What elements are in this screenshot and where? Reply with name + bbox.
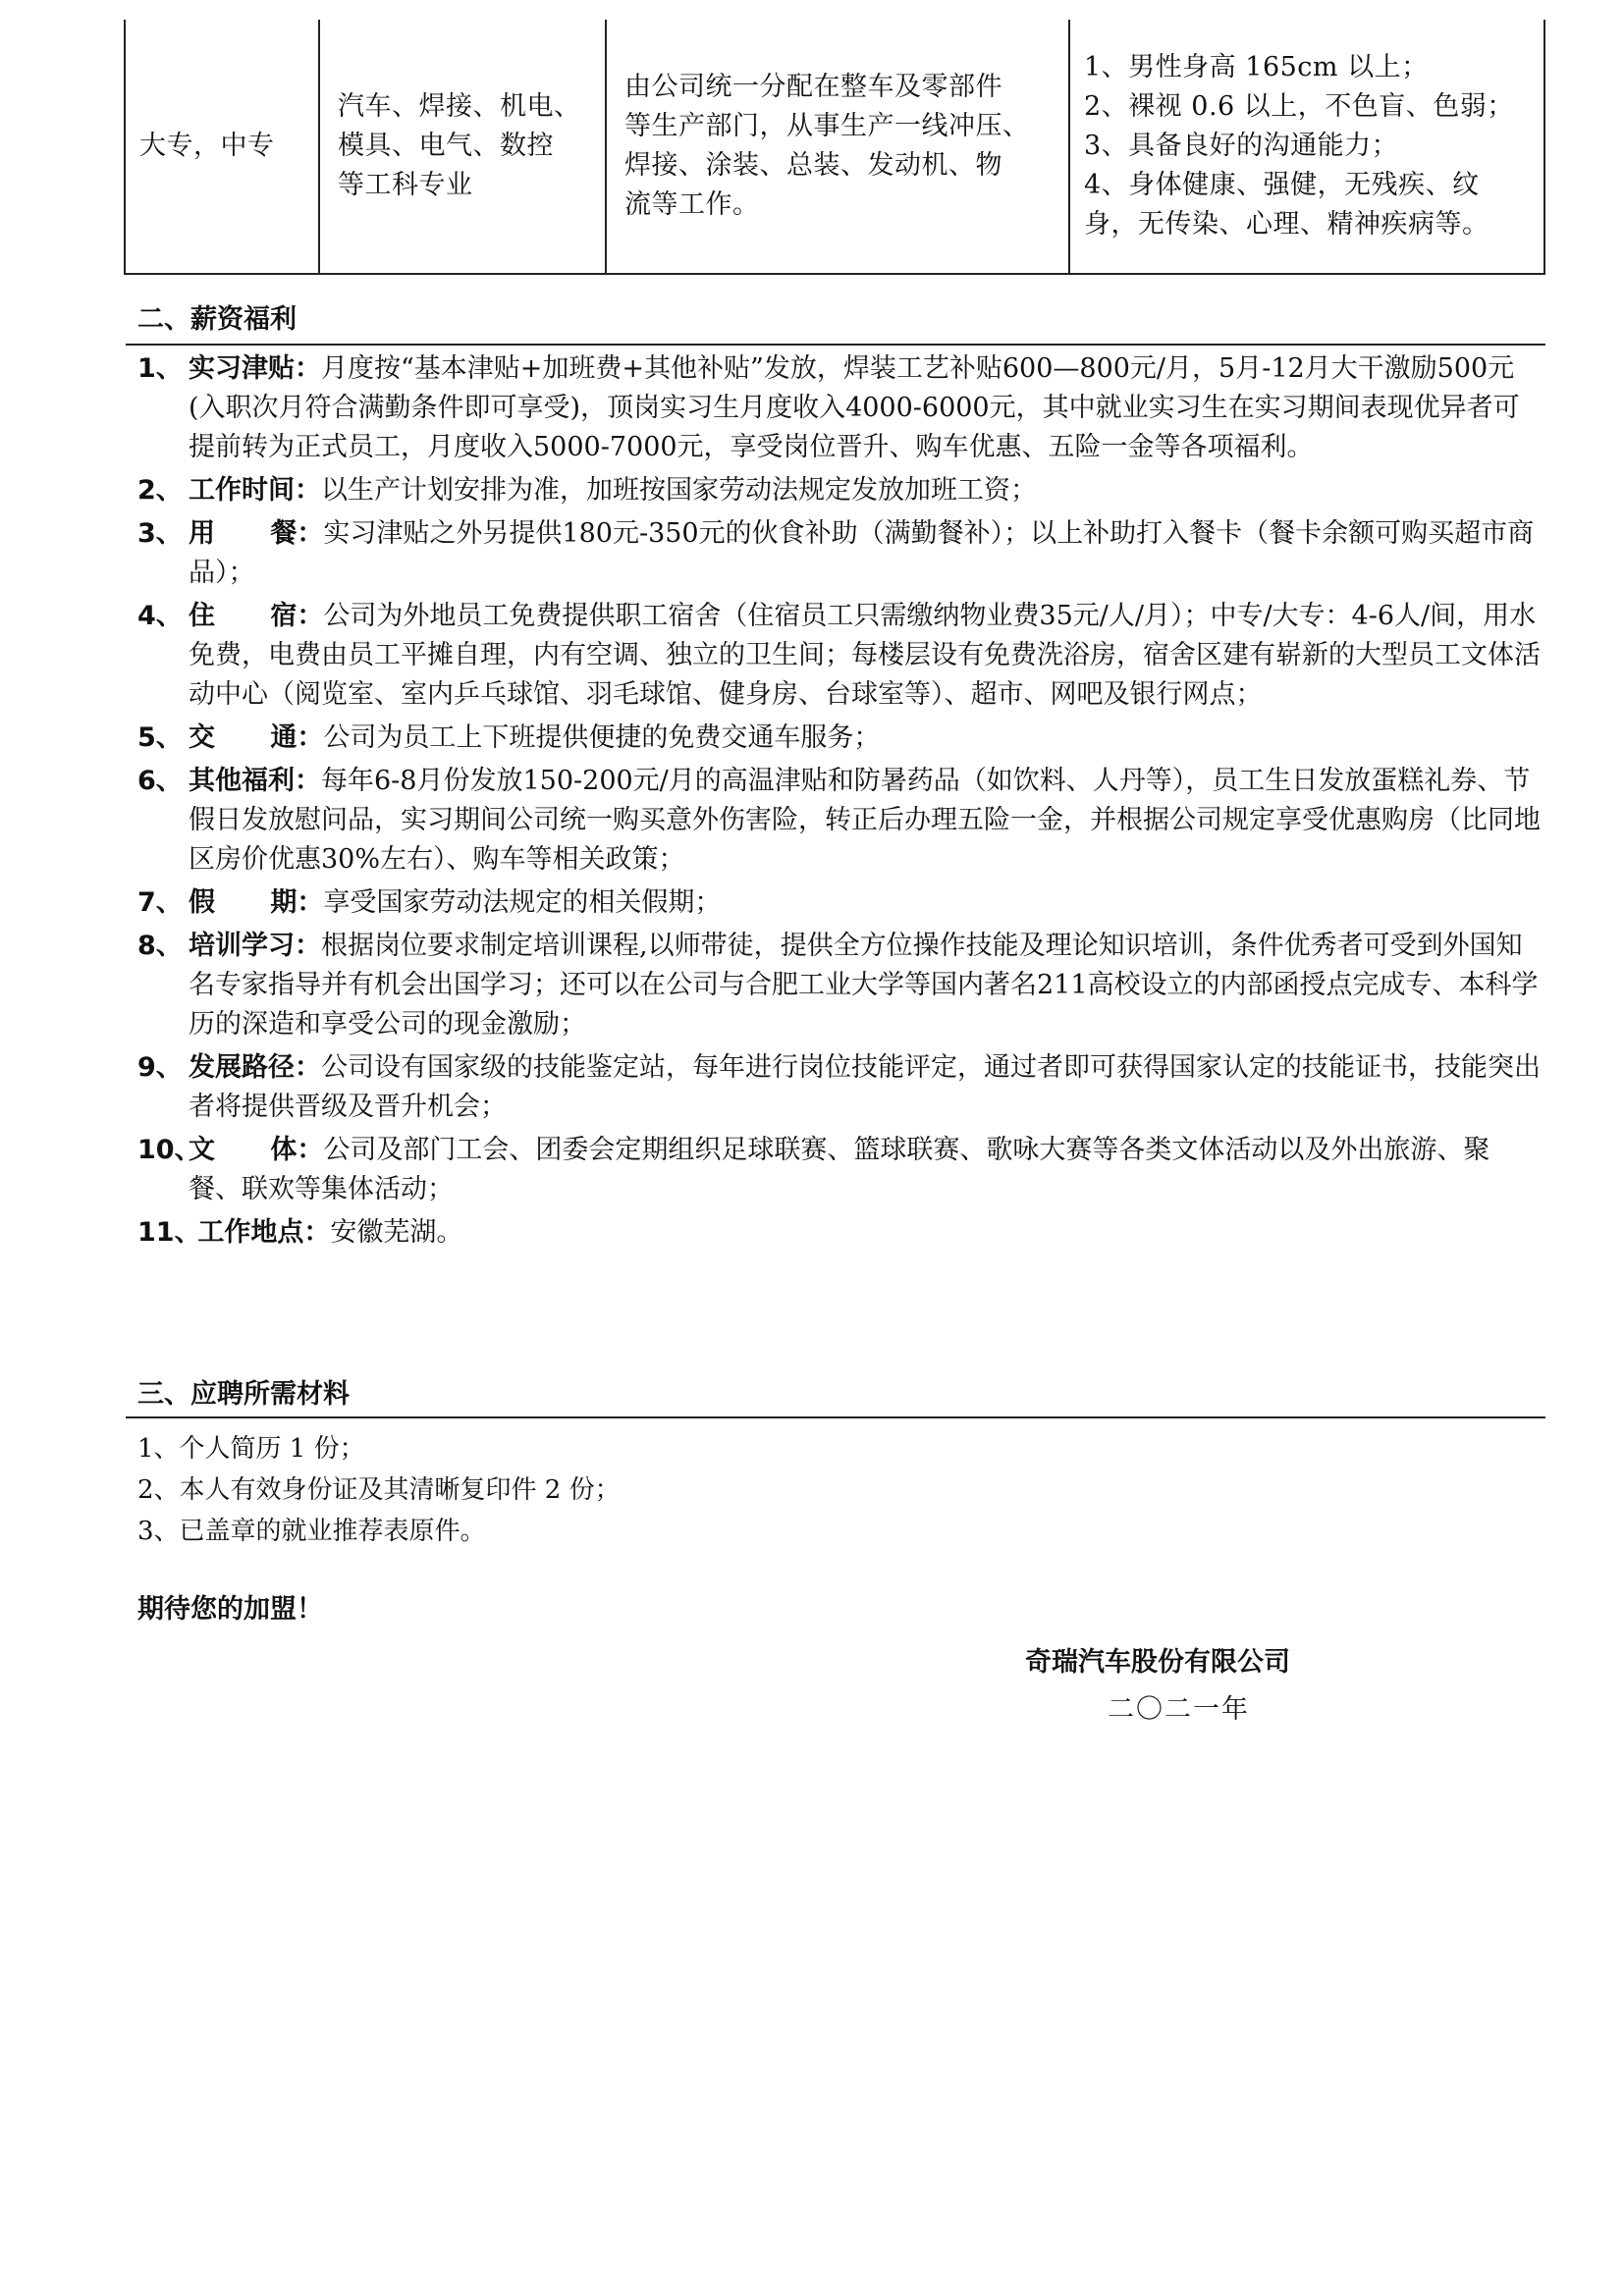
item-text: 公司为外地员工免费提供职工宿舍（住宿员工只需缴纳物业费35元/人/月）；中专/大专：4-6人/间，用水免费，电费由员工平摊自理，内有空调、独立的卫生间；每楼层设有免费洗浴房，宿舍区建有崭新的大型员工文体活动中心（阅览室、室内乒乓球馆、羽毛球馆、健身房、台球室等）、超市、网吧及银行网点；	[189, 601, 1541, 710]
requirement-line: 1、男性身高 165cm 以上；	[1084, 52, 1429, 82]
list-item: 1、个人简历 1 份；	[137, 1434, 365, 1464]
closing-text: 期待您的加盟！	[137, 1594, 323, 1625]
duties-line: 等生产部门，从事生产一线冲压、	[624, 111, 1030, 141]
item-number: 5、	[137, 722, 183, 753]
list-item	[137, 719, 1542, 758]
item-number: 8、	[137, 931, 183, 961]
item-number: 4、	[137, 601, 183, 631]
item-text: 安徽芜湖。	[330, 1217, 463, 1248]
item-number: 10、	[137, 1135, 201, 1165]
list-item	[137, 597, 1542, 715]
item-label: 文 体：	[189, 1135, 324, 1165]
section-heading-required-materials: 三、应聘所需材料	[126, 1375, 1545, 1418]
requirement-line: 身，无传染、心理、精神疾病等。	[1084, 209, 1489, 240]
item-label: 其他福利：	[189, 766, 321, 796]
item-text: 公司及部门工会、团委会定期组织足球联赛、篮球联赛、歌咏大赛等各类文体活动以及外出旅游、聚餐、联欢等集体活动；	[189, 1135, 1490, 1204]
list-item	[137, 762, 1542, 880]
document-year: 二〇二一年	[1108, 1694, 1250, 1725]
list-item	[137, 927, 1542, 1044]
item-text: 公司设有国家级的技能鉴定站，每年进行岗位技能评定，通过者即可获得国家认定的技能证书，技能突出者将提供晋级及晋升机会；	[189, 1052, 1541, 1122]
item-number: 7、	[137, 887, 183, 918]
item-text: 月度按“基本津贴+加班费+其他补贴”发放，焊装工艺补贴600—800元/月，5月-12月大干激励500元(入职次月符合满勤条件即可享受)，顶岗实习生月度收入4000-6000元，其中就业实习生在实习期间表现优异者可提前转为正式员工，月度收入5000-7000元，享受岗位晋升、购车优惠、五险一金等各项福利。	[189, 353, 1520, 462]
item-number: 2、	[137, 475, 183, 506]
item-label: 用 餐：	[189, 518, 324, 549]
list-item	[137, 349, 1542, 467]
item-number: 1、	[137, 353, 183, 384]
item-text: 根据岗位要求制定培训课程,以师带徒，提供全方位操作技能及理论知识培训，条件优秀者可受到外国知名专家指导并有机会出国学习；还可以在公司与合肥工业大学等国内著名211高校设立的内部函授点完成专、本科学历的深造和享受公司的现金激励；	[189, 931, 1539, 1040]
majors-line: 等工科专业	[338, 170, 473, 200]
duties-line: 由公司统一分配在整车及零部件	[624, 72, 1002, 102]
item-text: 以生产计划安排为准，加班按国家劳动法规定发放加班工资；	[321, 475, 1037, 506]
item-number: 3、	[137, 518, 183, 549]
item-label: 交 通：	[189, 722, 324, 753]
duties-line: 流等工作。	[624, 189, 760, 220]
list-item: 3、已盖章的就业推荐表原件。	[137, 1517, 486, 1546]
requirement-line: 3、具备良好的沟通能力；	[1084, 131, 1399, 161]
list-item	[137, 1131, 1542, 1209]
list-item	[137, 1048, 1542, 1127]
requirements-table	[124, 20, 1545, 275]
majors-line: 模具、电气、数控	[338, 131, 554, 161]
benefits-list	[137, 349, 1542, 1256]
item-number: 9、	[137, 1052, 183, 1083]
item-number: 6、	[137, 766, 183, 796]
item-text: 公司为员工上下班提供便捷的免费交通车服务；	[323, 722, 881, 753]
item-label: 工作地点：	[189, 1217, 331, 1248]
item-text: 享受国家劳动法规定的相关假期；	[323, 887, 722, 918]
list-item	[137, 471, 1542, 510]
table-row	[125, 20, 1544, 274]
item-label: 发展路径：	[189, 1052, 321, 1083]
list-item	[137, 514, 1542, 593]
requirements-cell	[1069, 20, 1544, 274]
duties-line: 焊接、涂装、总装、发动机、物	[624, 150, 1002, 181]
company-name: 奇瑞汽车股份有限公司	[1025, 1647, 1290, 1678]
list-item	[137, 883, 1542, 923]
item-label: 假 期：	[189, 887, 324, 918]
majors-cell	[319, 20, 606, 274]
item-text: 实习津贴之外另提供180元-350元的伙食补助（满勤餐补）；以上补助打入餐卡（餐卡余额可购买超市商品）；	[189, 518, 1535, 588]
item-number: 11、	[137, 1217, 201, 1248]
item-label: 培训学习：	[189, 931, 321, 961]
section-heading-salary-benefits: 二、薪资福利	[126, 300, 1545, 346]
item-label: 住 宿：	[189, 601, 324, 631]
requirement-line: 4、身体健康、强健，无残疾、纹	[1084, 170, 1480, 200]
requirement-line: 2、裸视 0.6 以上，不色盲、色弱；	[1084, 91, 1514, 122]
list-item: 2、本人有效身份证及其清晰复印件 2 份；	[137, 1475, 621, 1505]
list-item	[137, 1213, 1542, 1253]
education-text: 大专，中专	[139, 131, 275, 161]
item-label: 工作时间：	[189, 475, 321, 506]
majors-line: 汽车、焊接、机电、	[338, 91, 581, 122]
duties-cell	[606, 20, 1069, 274]
item-text: 每年6-8月份发放150-200元/月的高温津贴和防暑药品（如饮料、人丹等），员工生日发放蛋糕礼券、节假日发放慰问品，实习期间公司统一购买意外伤害险，转正后办理五险一金，并根据公司规定享受优惠购房（比同地区房价优惠30%左右）、购车等相关政策；	[189, 766, 1541, 875]
materials-list	[137, 1429, 1532, 1553]
education-cell	[125, 20, 319, 274]
item-label: 实习津贴：	[189, 353, 321, 384]
